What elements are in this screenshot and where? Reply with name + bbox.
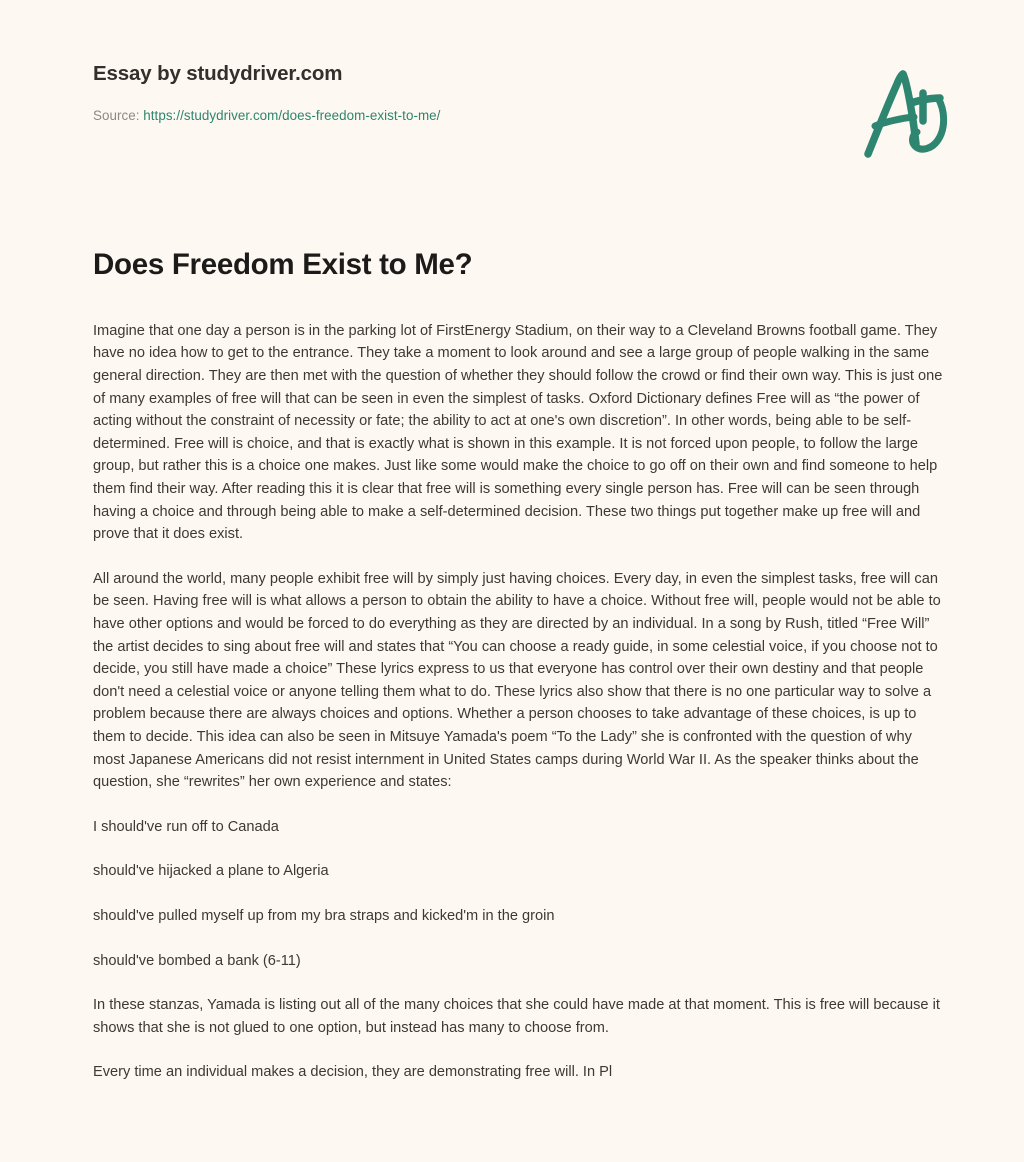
brand-attribution: Essay by studydriver.com	[93, 62, 343, 85]
quote-line: I should've run off to Canada	[93, 818, 279, 835]
article	[0, 247, 1024, 1084]
paragraph: In these stanzas, Yamada is listing out all of the many choices that she could have made at that moment. This is free will because it shows that she is not glued to one option, but instead has many to choose from.	[93, 997, 940, 1036]
paragraph: Every time an individual makes a decision, they are demonstrating free will. In Pl	[93, 1064, 613, 1081]
paragraph: Imagine that one day a person is in the parking lot of FirstEnergy Stadium, on their way to a Cleveland Browns football game. They have no idea how to get to the entrance. They take a moment to look around and see a large group of people walking in the same general direction. They are then met with the question of whether they should follow the crowd or find their own way. This is just one of many examples of free will that can be seen in even the simplest of tasks. Oxford Dictionary defines Free will as “the power of acting without the constraint of necessity or fate; the ability to act at one's own discretion”. In other words, being able to be self-determined. Free will is choice, and that is exactly what is shown in this example. It is not forced upon people, to follow the large group, but rather this is a choice one makes. Just like some would make the choice to go off on their own and find someone to help them find their way. After reading this it is clear that free will is something every single person has. Free will can be seen through having a choice and through being able to make a self-determined decision. These two things put together make up free will and prove that it does exist.	[93, 322, 943, 543]
source-label: Source:	[93, 107, 140, 123]
a-plus-logo-icon	[850, 58, 962, 170]
article-body	[93, 320, 946, 1084]
quote-line: should've hijacked a plane to Algeria	[93, 863, 329, 880]
source-url-link[interactable]: https://studydriver.com/does-freedom-exist-to-me/	[143, 107, 441, 123]
page-title: Does Freedom Exist to Me?	[93, 248, 473, 281]
paragraph: All around the world, many people exhibit free will by simply just having choices. Every day, in even the simplest tasks, free will can be seen. Having free will is what allows a person to obtain the ability to have a choice. Without free will, people would not be able to have other options and would be forced to do everything as they are directed by an individual. In a song by Rush, titled “Free Will” the artist decides to sing about free will and states that “You can choose a ready guide, in some celestial voice, if you choose not to decide, you still have made a choice” These lyrics express to us that everyone has control over their own destiny and that people don't need a celestial voice or anyone telling them what to do. These lyrics also show that there is no one particular way to solve a problem because there are always choices and options. Whether a person chooses to take advantage of these choices, is up to them to decide. This idea can also be seen in Mitsuye Yamada's poem “To the Lady” she is confronted with the question of why most Japanese Americans did not resist internment in United States camps during World War II. As the speaker thinks about the question, she “rewrites” her own experience and states:	[93, 570, 941, 791]
quote-line: should've bombed a bank (6-11)	[93, 952, 301, 969]
source-line	[93, 108, 960, 124]
page-header	[0, 0, 1024, 123]
quote-line: should've pulled myself up from my bra straps and kicked'm in the groin	[93, 907, 555, 924]
